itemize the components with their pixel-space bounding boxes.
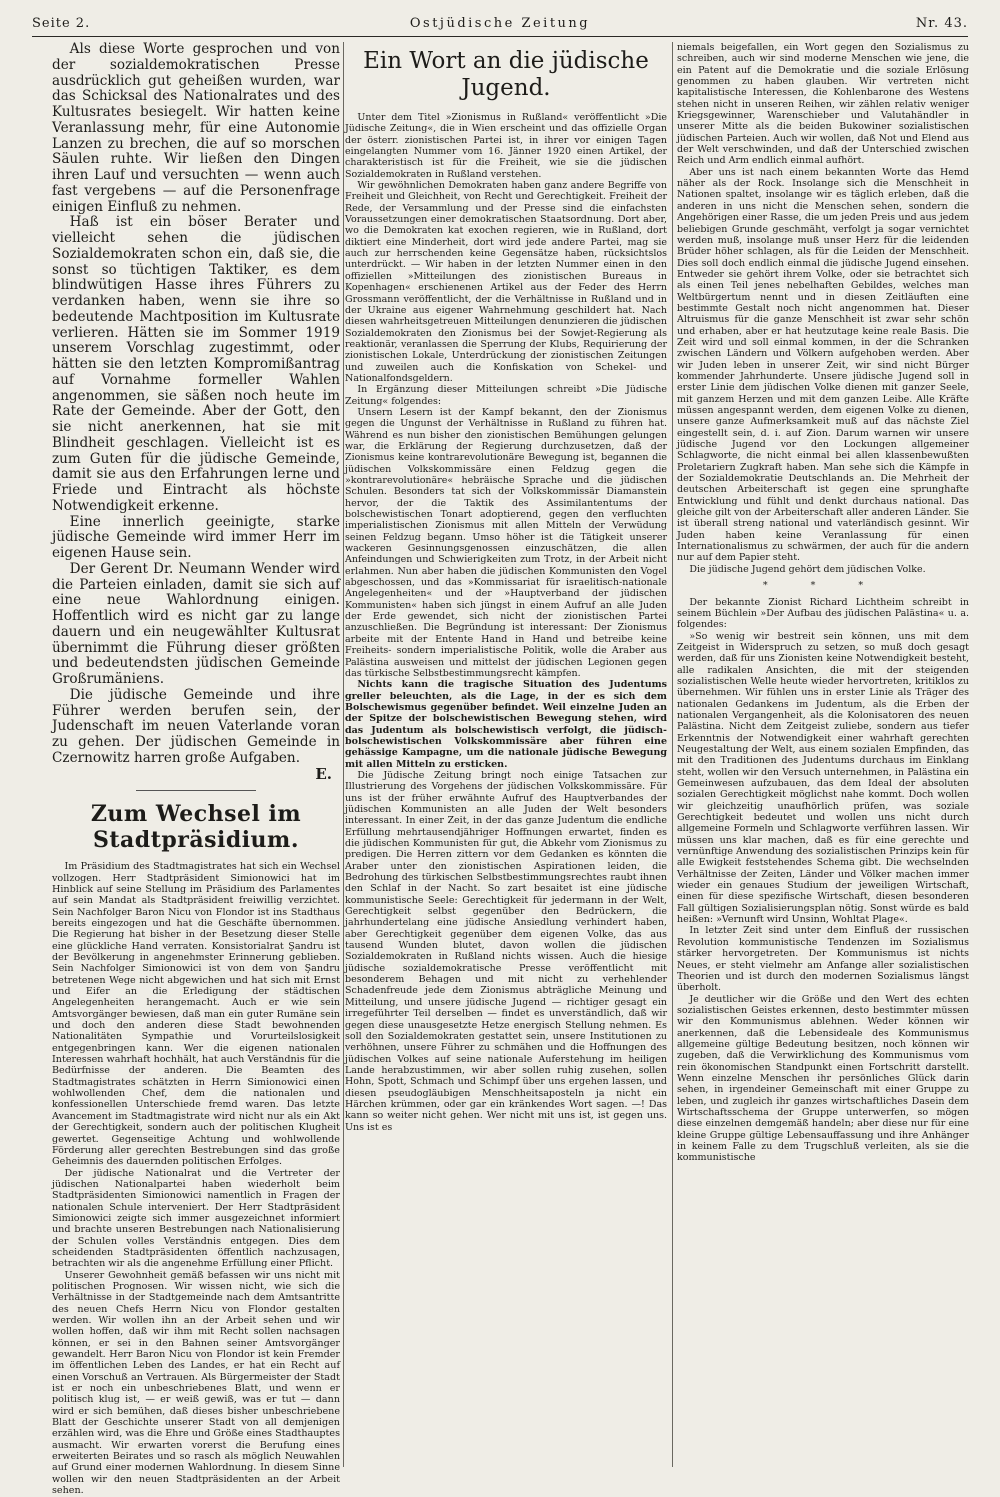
- article-headline: Ein Wort an die jüdische Jugend.: [363, 48, 649, 101]
- paragraph: Unter dem Titel »Zionismus in Rußland« veröffentlicht »Die Jüdische Zeitung«, die in Wien erscheint und das offizielle Organ der österr. zionistischen Partei ist, in ihrer vor einigen Tagen eingelangten Nummer vom 16. Jänner 1920 einen Artikel, der charakteristisch ist für die Freiheit, wie sie die jüdischen Sozialdemokraten in Rußland verstehen.: [345, 112, 667, 180]
- paragraph: Die jüdische Jugend gehört dem jüdischen Volke.: [689, 563, 926, 575]
- paragraph: In letzter Zeit sind unter dem Einfluß der russischen Revolution kommunistische Tendenzen im Sozialismus stärker hervorgetreten. Der Kommunismus ist nichts Neues, er steht vielmehr am Anfange aller sozialistischen Theorien und ist durch den modernen Sozialismus längst überholt.: [677, 925, 969, 994]
- page-number: Seite 2.: [32, 16, 91, 31]
- paragraph: Eine innerlich geeinigte, starke jüdische Gemeinde wird immer Herr im eigenen Hause sein.: [52, 513, 340, 561]
- paragraph-bold: Nichts kann die tragische Situation des Judentums greller beleuchten, als die Lage, in der es sich dem Bolschewismus gegenüber befindet. Weil einzelne Juden an der Spitze der bolschewistischen Bewegung stehen, wird das Judentum als bolschewistisch verfolgt, die jüdisch-bolschewistischen Volkskommissäre aber führen eine gehässige Kampagne, um die nationale jüdische Bewegung mit allen Mitteln zu ersticken.: [345, 679, 667, 770]
- paragraph: Wir gewöhnlichen Demokraten haben ganz andere Begriffe von Freiheit und Gleichheit, von Recht und Gerechtigkeit. Freiheit der Rede, der Versammlung und der Presse sind die einfachsten Voraussetzungen einer demokratischen Staatsordnung. Dort aber, wo die Demokraten kat exochen regieren, wie in Rußland, dort diktiert eine Minderheit, dort wird jede andere Partei, mag sie auch zur herrschenden keine Gegensätze haben, rücksichtslos unterdrückt. — Wir haben in der letzten Nummer einen in den offiziellen »Mitteilungen des zionistischen Bureaus in Kopenhagen« erschienenen Artikel aus der Feder des Herrn Grossmann veröffentlicht, der die Verhältnisse in Rußland und in der Ukraine aus eigener Wahrnehmung geschildert hat. Nach diesen wahrheitsgetreuen Mitteilungen denunzieren die jüdischen Sozialdemokraten den Zionismus bei der Sowjet-Regierung als reaktionär, veranlassen die Sperrung der Klubs, Requirierung der zionistischen Lokale, Unterdrückung der zionistischen Zeitungen und zuweilen auch die Konfiskation von Schekel- und Nationalfondsgeldern.: [345, 180, 667, 384]
- paragraph: Je deutlicher wir die Größe und den Wert des echten sozialistischen Geistes erkennen, desto bestimmter müssen wir den Kommunismus ablehnen. Weder können wir anerkennen, daß die Lebensideale des Kommunismus allgemeine gültige Bedeutung besitzen, noch können wir zugeben, daß die Verwirklichung des Kommunismus vom rein ökonomischen Standpunkt einen Fortschritt darstellt. Wenn einzelne Menschen ihr persönliches Glück darin sehen, in irgendeiner Gemeinschaft mit einer Gruppe zu leben, und zugleich ihr ganzes wirtschaftliches Dasein dem Wirtschaftsschema der Gruppe unterwerfen, so mögen diese einzelnen demgemäß handeln; aber diese nur für eine kleine Gruppe gültige Lebensauffassung und ihre Anhänger in keinem Falle zu dem Trugschluß verleiten, als sie die kommunistische: [677, 993, 969, 1164]
- paragraph: Die jüdische Gemeinde und ihre Führer werden berufen sein, der Judenschaft im neuen Vaterlande voran zu gehen. Der jüdischen Gemeinde in Czernowitz harren große Aufgaben.: [52, 686, 340, 766]
- column-divider: [672, 42, 673, 1467]
- paragraph: Die Jüdische Zeitung bringt noch einige Tatsachen zur Illustrierung des Vorgehens der jüdischen Volkskommissäre. Für uns ist der früher erwähnte Aufruf des Hauptverbandes der jüdischen Kommunisten an alle Juden der Welt besonders interessant. In einer Zeit, in der das ganze Judentum die endliche Erfüllung mehrtausendjähriger Hoffnungen erwartet, finden es die jüdischen Kommunisten für gut, die Abkehr vom Zionismus zu predigen. Die Herren zittern vor dem Gedanken es könnten die Araber unter den zionistischen Aspirationen leiden, die Bedrohung des türkischen Selbstbestimmungsrechtes raubt ihnen den Schlaf in der Nacht. So zart besaitet ist eine jüdische kommunistische Seele: Gerechtigkeit für jedermann in der Welt, Gerechtigkeit selbst gegenüber den Bedrückern, die jahrhundertelang eine jüdische Ansiedlung verhindert haben, aber Gerechtigkeit gegenüber dem eigenen Volke, das aus tausend Wunden blutet, davon wollen die jüdischen Sozialdemokraten in Rußland nichts wissen. Auch die hiesige jüdische sozialdemokratische Presse veröffentlicht mit besonderem Behagen und mit nicht zu verhehlender Schadenfreude jede dem Zionismus abträgliche Meinung und Mitteilung, und unsere jüdische Jugend — richtiger gesagt ein irregeführter Teil derselben — findet es unverständlich, daß wir gegen diese unausgesetzte Hetze energisch Stellung nehmen. Es soll den Sozialdemokraten gestattet sein, unsere Institutionen zu verhöhnen, unsere Führer zu schmähen und die Hoffnungen des jüdischen Volkes auf seine nationale Auferstehung im heiligen Lande herabzustimmen, wir aber sollen ruhig zusehen, sollen Hohn, Spott, Schmach und Schimpf über uns ergehen lassen, und diesen pseudogläubigen Menschheitsaposteln ja nicht ein Härchen krümmen, oder gar ein kränkendes Wort sagen. —! Das kann so weiter nicht gehen. Wer nicht mit uns ist, ist gegen uns. Uns ist es: [345, 769, 667, 1133]
- section-divider: [136, 790, 256, 791]
- paragraph: Haß ist ein böser Berater und vielleicht sehen die jüdischen Sozialdemokraten schon ein, daß sie, die sonst so tüchtigen Taktiker, es dem blindwütigen Hasse ihres Führers zu verdanken haben, wenn sie ihre so bedeutende Machtposition im Kultusrate verlieren. Hätten sie im Sommer 1919 unserem Vorschlag zugestimmt, oder hätten sie den letzten Kompromißantrag auf Vornahme formeller Wahlen angenommen, sie säßen noch heute im Rate der Gemeinde. Aber der Gott, den sie nicht anerkennen, hat sie mit Blindheit geschlagen. Vielleicht ist es zum Guten für die jüdische Gemeinde, damit sie aus den Erfahrungen lerne und Friede und Eintracht als höchste Notwendigkeit erkenne.: [52, 214, 340, 514]
- paragraph: In Ergänzung dieser Mitteilungen schreibt »Die Jüdische Zeitung« folgendes:: [345, 384, 667, 407]
- paragraph: Im Präsidium des Stadtmagistrates hat sich ein Wechsel vollzogen. Herr Stadtpräsident Simionowici hat im Hinblick auf seine Stellung im Präsidium des Parlamentes auf sein Mandat als Stadtpräsident freiwillig verzichtet. Sein Nachfolger Baron Nicu von Flondor ist ins Stadthaus bereits eingezogen und hat die Geschäfte übernommen. Die Regierung hat bisher in der Besetzung dieser Stelle eine glückliche Hand verraten. Konsistorialrat Şandru ist der Bevölkerung in angenehmster Erinnerung geblieben. Sein Nachfolger Simionowici ist von dem von Şandru betretenen Wege nicht abgewichen und hat sich mit Ernst und Eifer an die Erledigung der städtischen Angelegenheiten herangemacht. Auch er wie sein Amtsvorgänger bewiesen, daß man ein guter Rumäne sein und doch den anderen diese Stadt bewohnenden Nationalitäten Sympathie und Vorurteilslosigkeit entgegenbringen kann. Wer die eigenen nationalen Interessen wahrhaft hochhält, hat auch Verständnis für die Bedürfnisse der anderen. Die Beamten des Stadtmagistrates schätzten in Herrn Simionowici einen wohlwollenden Chef, dem die nationalen und konfessionellen Unterschiede fremd waren. Das letzte Avancement im Stadtmagistrate wird nicht nur als ein Akt der Gerechtigkeit, sondern auch der politischen Klugheit gewertet. Gegenseitige Achtung und wohlwollende Förderung aller gerechten Bestrebungen sind das große Geheimnis des dauernden politischen Erfolges.: [52, 861, 340, 1168]
- author-signature: E.: [315, 764, 332, 783]
- article-headline: Zum Wechsel im Stadtpräsidium.: [90, 801, 302, 854]
- paragraph: Als diese Worte gesprochen und von der sozialdemokratischen Presse ausdrücklich gut geheißen wurden, war das Schicksal des Nationalrates und des Kultusrates besiegelt. Wir hatten keine Veranlassung mehr, für eine Autonomie Lanzen zu brechen, die auf so morschen Säulen ruhte. Wir ließen den Dingen ihren Lauf und versuchten — wenn auch fast vergebens — auf die Personenfrage einigen Einfluß zu nehmen.: [52, 41, 340, 215]
- newspaper-title: Ostjüdische Zeitung: [409, 16, 591, 31]
- paragraph: Unsern Lesern ist der Kampf bekannt, den der Zionismus gegen die Ungunst der Verhältnisse in Rußland zu führen hat. Während es nun bisher den zionistischen Bemühungen gelungen war, die Erklärung der Regierung durchzusetzen, daß der Zionismus keine kontrarevolutionäre Bewegung ist, begannen die jüdischen Volkskommissäre einen Feldzug gegen die »kontrarevolutionäre« hebräische Sprache und die jüdischen Schulen. Besonders tat sich der Volkskommissär Diamanstein hervor, der die Taktik des Assimilantentums der bolschewistischen Tonart adoptierend, gegen den verfluchten imperialistischen Zionismus mit allen Mitteln der Verwüdung seinen Feldzug begann. Umso höher ist die Tätigkeit unserer wackeren Gesinnungsgenossen einzuschätzen, die allen Anfeindungen und Schwierigkeiten zum Trotz, in der Arbeit nicht erlahmen. Nun aber haben die jüdischen Kommunisten den Vogel abgeschossen, und das »Kommissariat für israelitisch-nationale Angelegenheiten« und der »Hauptverband der jüdischen Kommunisten« haben sich jüngst in einem Aufruf an alle Juden der Erde gewendet, sich nicht der zionistischen Partei anzuschließen. Die Begründung ist interessant: Der Zionismus arbeite mit der Entente Hand in Hand und betreibe keine Freiheits- sondern imperialistische Politik, wolle die Araber aus Palästina ausweisen und mittelst der jüdischen Legionen gegen das türkische Selbstbestimmungsrecht kämpfen.: [345, 406, 667, 679]
- issue-number: Nr. 43.: [915, 16, 968, 31]
- paragraph: Der bekannte Zionist Richard Lichtheim schreibt in seinem Büchlein »Der Aufbau des jüdischen Palästina« u. a. folgendes:: [677, 596, 969, 631]
- section-stars: * * *: [762, 580, 884, 592]
- column-divider: [343, 42, 344, 1467]
- column-middle: [345, 42, 667, 1472]
- paragraph: Der Gerent Dr. Neumann Wender wird die Parteien einladen, damit sie sich auf eine neue Wahlordnung einigen. Hoffentlich wird es nicht gar zu lange dauern und ein neugewählter Kultusrat übernimmt die Führung dieser größten und bedeutendsten jüdischen Gemeinde Großrumäniens.: [52, 560, 340, 687]
- paragraph: niemals beigefallen, ein Wort gegen den Sozialismus zu schreiben, auch wir sind moderne Menschen wie jene, die ein Patent auf die Demokratie und die soziale Erlösung genommen zu haben glauben. Wir vertreten nicht kapitalistische Interessen, die Kohlenbarone des Westens stehen nicht in unseren Reihen, wir zählen relativ weniger Kriegsgewinner, Warenschieber und Valutahändler in unserer Mitte als die beiden Bukowiner sozialistischen jüdischen Parteien. Auch wir wollen, daß Not und Elend aus der Welt verschwinden, und daß der Unterschied zwischen Reich und Arm endlich einmal aufhört.: [677, 42, 969, 167]
- paragraph: Unserer Gewohnheit gemäß befassen wir uns nicht mit politischen Prognosen. Wir wissen nicht, wie sich die Verhältnisse in der Stadtgemeinde nach dem Amtsantritte des neuen Chefs Herrn Nicu von Flondor gestalten werden. Wir wollen ihn an der Arbeit sehen und wir wollen hoffen, daß wir ihm mit Recht sollen nachsagen können, er sei in den Bahnen seiner Amtsvorgänger gewandelt. Herr Baron Nicu von Flondor ist kein Fremder im öffentlichen Leben des Landes, er hat ein Recht auf einen Vorschuß an Vertrauen. Als Bürgermeister der Stadt ist er noch ein unbeschriebenes Blatt, und wenn er politisch klug ist, — er weiß gewiß, was er tut — dann wird er sich bemühen, daß dieses bisher unbeschriebene Blatt der Geschichte unserer Stadt von all demjenigen erzählen wird, was die Ehre und Größe eines Stadthauptes ausmacht. Wir erwarten vorerst die Berufung eines erweiterten Beirates und so rasch als möglich Neuwahlen auf Grund einer modernen Wahlordnung. In diesem Sinne wollen wir den neuen Stadtpräsidenten an der Arbeit sehen.: [52, 1269, 340, 1497]
- column-left: [52, 41, 340, 1497]
- column-right: [677, 42, 969, 1472]
- paragraph: »So wenig wir bestreit sein können, uns mit dem Zeitgeist in Widerspruch zu setzen, so muß doch gesagt werden, daß für uns Zionisten keine Notwendigkeit besteht, alle radikalen Ansichten, die mit der steigenden sozialistischen Welle heute wieder hervortreten, kritiklos zu übernehmen. Wir fühlen uns in erster Linie als Träger des nationalen Gedankens im Judentum, als die Erben der nationalen Vergangenheit, als die Kolonisatoren des neuen Palästina. Nicht dem Zeitgeist zuliebe, sondern aus tiefer Erkenntnis der Notwendigkeit einer wahrhaft gerechten Neugestaltung der Welt, aus einem sozialen Empfinden, das mit den Traditionen des Judentums durchaus im Einklang steht, wollen wir den Versuch unternehmen, in Palästina ein Gemeinwesen aufzubauen, das dem Ideal der absoluten sozialen Gerechtigkeit möglichst nahe kommt. Doch wollen wir gleichzeitig unaufhörlich prüfen, was soziale Gerechtigkeit bedeutet und wollen uns nicht durch allgemeine Formeln und Schlagworte verführen lassen. Wir müssen uns klar machen, daß es für eine gerechte und vernünftige Anwendung des sozialistischen Prinzips kein für alle Ewigkeit feststehendes Schema gibt. Die wechselnden Verhältnisse der Zeiten, Länder und Völker machen immer wieder ein genaues Studium der jeweiligen Wirtschaft, einen für diese spezifische Wirtschaft, diesen besonderen Fall gültigen Sozialisierungsplan nötig. Sonst würde es bald heißen: »Vernunft wird Unsinn, Wohltat Plage«.: [677, 630, 969, 926]
- page-header: [32, 14, 968, 37]
- paragraph: Der jüdische Nationalrat und die Vertreter der jüdischen Nationalpartei haben wiederholt beim Stadtpräsidenten Simionowici namentlich in Fragen der nationalen Schule interveniert. Der Herr Stadtpräsident Simionowici zeigte sich immer ausgezeichnet informiert und brachte unseren Bestrebungen nach Nationalisierung der Schulen volles Verständnis entgegen. Dies dem scheidenden Stadtpräsidenten öffentlich nachzusagen, betrachten wir als die angenehme Erfüllung einer Pflicht.: [52, 1167, 340, 1270]
- paragraph: Aber uns ist nach einem bekannten Worte das Hemd näher als der Rock. Insolange sich die Menschheit in Nationen spaltet, insolange wir es täglich erleben, daß die anderen in uns nicht die Menschen sehen, sondern die Angehörigen einer Rasse, die um jeden Preis und aus jedem beliebigen Grunde geschmäht, verfolgt ja sogar vernichtet werden muß, insolange muß unser Herz für die leidenden Brüder höher schlagen, als für die Leiden der Menschheit. Dies soll doch endlich einmal die jüdische Jugend einsehen. Entweder sie gehört ihrem Volke, oder sie betrachtet sich als einen Teil jenes nebelhaften Gebildes, welches man Weltbürgertum nennt und in diesen Zeitläuften eine bestimmte Gestalt noch nicht angenommen hat. Dieser Altruismus für die ganze Menschheit ist zwar sehr schön und erhaben, aber er hat heutzutage keine reale Basis. Die Zeit wird und soll einmal kommen, in der die Schranken zwischen Ländern und Völkern aufgehoben werden. Aber wir Juden leben in unserer Zeit, wir sind nicht Bürger kommender Jahrhunderte. Unsere jüdische Jugend soll in erster Linie dem jüdischen Volke dienen mit ganzer Seele, mit ganzem Herzen und mit dem ganzen Leibe. Alle Kräfte müssen angespannt werden, dem eigenen Volke zu dienen, unsere ganze Aufmerksamkeit muß auf das nächste Ziel eingestellt sein, d. i. auf Zion. Darum warnen wir unsere jüdische Jugend vor den Lockungen allgemeiner Schlagworte, die nicht einmal bei allen klassenbewußten Proletariern Zugkraft haben. Man sehe sich die Kämpfe in der Sozialdemokratie Deutschlands an. Die Mehrheit der deutschen Arbeiterschaft ist gegen eine sprunghafte Entwicklung und fühlt und denkt durchaus national. Das gleiche gilt von der Arbeiterschaft aller anderen Länder. Sie ist überall streng national und vaterländisch gesinnt. Wir Juden haben keine Veranlassung für einen Internationalismus zu schwärmen, der auch für die andern nur auf dem Papier steht.: [677, 166, 969, 564]
